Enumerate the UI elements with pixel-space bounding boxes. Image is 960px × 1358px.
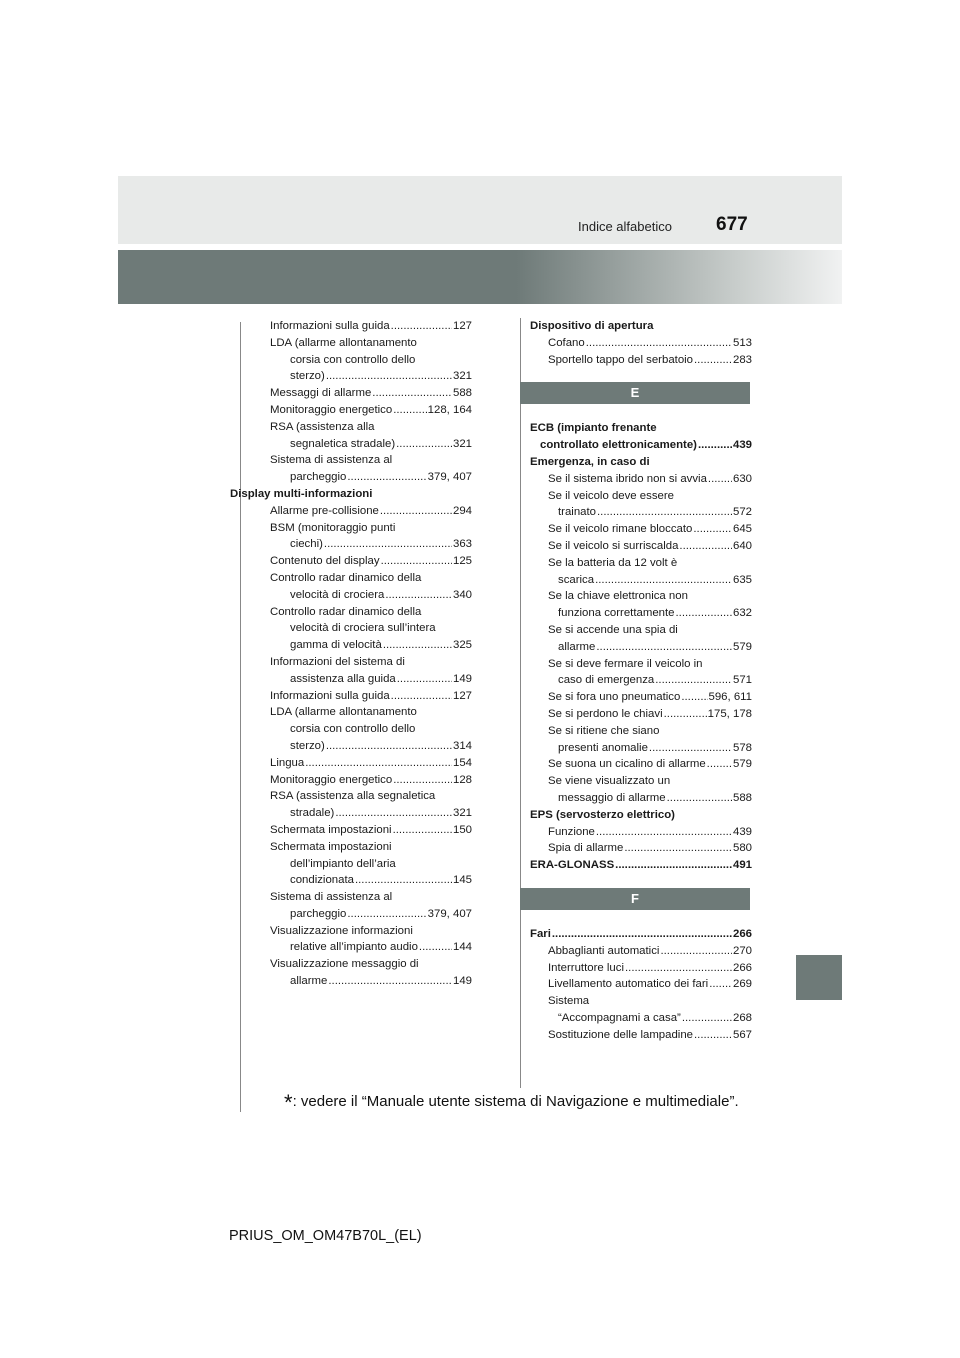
index-group-d [528, 318, 752, 368]
index-entry-page: 145 [452, 874, 472, 887]
dot-leader [355, 872, 452, 889]
index-entry [230, 738, 472, 755]
index-entry [528, 1010, 752, 1027]
index-entry: corsia con controllo dello [290, 723, 416, 736]
index-entry [230, 939, 472, 956]
index-entry [230, 587, 472, 604]
index-entry-term: Allarme pre-collisione [270, 504, 379, 517]
section-title: Indice alfabetico [578, 219, 672, 234]
index-entry-term: Informazioni sulla guida [270, 689, 390, 702]
dot-leader [381, 553, 452, 570]
dot-leader [655, 672, 732, 689]
index-entry-term: Se il veicolo rimane bloccato [548, 523, 693, 536]
index-entry [528, 790, 752, 807]
dot-leader [597, 504, 732, 521]
index-entry-page: 579 [732, 640, 752, 653]
dot-leader [305, 755, 452, 772]
index-entry [230, 755, 472, 772]
header-gradient-band [118, 250, 842, 304]
index-entry-page: 175, 178 [707, 707, 752, 720]
index-entry [528, 605, 752, 622]
index-entry-page: 588 [732, 791, 752, 804]
index-entry-term: segnaletica stradale) [290, 437, 396, 450]
footnote [284, 1090, 739, 1116]
index-entry-page: 578 [732, 741, 752, 754]
dot-leader [391, 688, 452, 705]
dot-leader [694, 352, 732, 369]
index-entry-term: Se si perdono le chiavi [548, 707, 663, 720]
dot-leader [396, 436, 452, 453]
index-entry: LDA (allarme allontanamento [270, 336, 417, 349]
document-id: PRIUS_OM_OM47B70L_(EL) [229, 1228, 422, 1244]
index-entry-page: 363 [452, 538, 472, 551]
dot-leader [324, 536, 452, 553]
chapter-side-tab [796, 955, 842, 1000]
index-entry [528, 437, 752, 454]
index-entry [230, 772, 472, 789]
index-entry-term: “Accompagnami a casa” [558, 1011, 681, 1024]
dot-leader [694, 1027, 732, 1044]
index-entry-term: presenti anomalie [558, 741, 648, 754]
index-entry-page: 632 [732, 607, 752, 620]
index-entry [230, 318, 472, 335]
index-entry-term: Sostituzione delle lampadine [548, 1028, 694, 1041]
index-entry-page: 270 [732, 944, 752, 957]
dot-leader [385, 587, 452, 604]
index-entry-page: 513 [732, 336, 752, 349]
index-entry [230, 637, 472, 654]
index-entry [528, 639, 752, 656]
index-entry: Sistema [548, 995, 590, 1008]
index-entry-term: stradale) [290, 807, 335, 820]
index-entry [528, 1027, 752, 1044]
index-entry-term: Sportello tappo del serbatoio [548, 353, 694, 366]
index-entry-term: Lingua [270, 756, 305, 769]
dot-leader [693, 521, 732, 538]
index-entry-term: Informazioni sulla guida [270, 320, 390, 332]
index-entry [230, 688, 472, 705]
index-entry: Se si ritiene che siano [548, 724, 660, 737]
index-entry-term: ERA-GLONASS [530, 859, 615, 872]
index-entry-page: 379, 407 [427, 471, 472, 484]
index-entry [528, 471, 752, 488]
index-entry: Se il veicolo deve essere [548, 489, 674, 502]
index-entry [528, 926, 752, 943]
index-entry [230, 503, 472, 520]
index-entry [230, 872, 472, 889]
dot-leader [679, 538, 732, 555]
dot-leader [698, 437, 732, 454]
index-entry-term: Schermata impostazioni [270, 823, 392, 836]
index-entry [528, 504, 752, 521]
dot-leader [681, 689, 707, 706]
index-entry-term: Contenuto del display [270, 555, 380, 568]
index-entry-term: controllato elettronicamente) [540, 439, 697, 452]
index-entry [528, 672, 752, 689]
index-entry-page: 294 [452, 504, 472, 517]
index-entry-page: 127 [452, 689, 472, 702]
index-entry [230, 822, 472, 839]
dot-leader [326, 368, 452, 385]
dot-leader [615, 857, 732, 874]
index-entry-term: Messaggi di allarme [270, 387, 372, 400]
index-entry-term: condizionata [290, 874, 354, 887]
dot-leader [347, 906, 426, 923]
index-entry-page: 588 [452, 387, 472, 400]
dot-leader [625, 960, 732, 977]
dot-leader [664, 706, 707, 723]
dot-leader [682, 1010, 732, 1027]
index-entry [528, 857, 752, 874]
index-entry-term: messaggio di allarme [558, 791, 666, 804]
index-entry: Sistema di assistenza al [270, 891, 393, 904]
index-entry-page: 439 [732, 825, 752, 838]
index-entry: Visualizzazione informazioni [270, 924, 413, 937]
index-entry: Emergenza, in caso di [530, 455, 650, 468]
index-entry-term: sterzo) [290, 370, 325, 383]
index-entry-page: 596, 611 [708, 691, 752, 704]
index-entry: Controllo radar dinamico della [270, 605, 422, 618]
dot-leader [649, 740, 732, 757]
index-entry [230, 436, 472, 453]
index-entry-page: 379, 407 [427, 907, 472, 920]
index-entry [528, 572, 752, 589]
index-entry: Se la batteria da 12 volt è [548, 556, 678, 569]
index-entry [528, 521, 752, 538]
footnote-text: : vedere il “Manuale utente sistema di Navigazione e multimediale”. [292, 1093, 739, 1110]
index-entry [528, 740, 752, 757]
index-entry-page: 314 [452, 739, 472, 752]
index-entry: Controllo radar dinamico della [270, 571, 422, 584]
dot-leader [624, 840, 732, 857]
index-entry: Se si deve fermare il veicolo in [548, 657, 703, 670]
index-entry-term: Monitoraggio energetico [270, 403, 393, 416]
index-entry-term: trainato [558, 506, 596, 519]
index-entry-page: 572 [732, 506, 752, 519]
index-group-e [528, 420, 752, 874]
index-entry [528, 756, 752, 773]
index-entry [230, 671, 472, 688]
dot-leader [326, 738, 452, 755]
index-entry-term: parcheggio [290, 907, 347, 920]
index-entry [230, 469, 472, 486]
index-entry: velocità di crociera sull’intera [290, 622, 436, 635]
dot-leader [347, 469, 426, 486]
dot-leader [596, 639, 732, 656]
index-entry-term: Abbaglianti automatici [548, 944, 660, 957]
index-entry: Se la chiave elettronica non [548, 590, 688, 603]
index-entry-term: Monitoraggio energetico [270, 773, 393, 786]
index-entry [528, 943, 752, 960]
index-entry [528, 689, 752, 706]
dot-leader [676, 605, 732, 622]
index-entry-term: ciechi) [290, 538, 323, 551]
index-entry-page: 150 [452, 823, 472, 836]
dot-leader [380, 503, 452, 520]
index-entry [230, 973, 472, 990]
dot-leader [383, 637, 452, 654]
index-group-f [528, 926, 752, 1044]
index-entry-page: 283 [732, 353, 752, 366]
index-entry-page: 321 [452, 437, 472, 450]
index-entry-term: Se il sistema ibrido non si avvia [548, 472, 707, 485]
index-entry: Schermata impostazioni [270, 840, 392, 853]
index-entry-page: 439 [732, 439, 752, 452]
index-entry-page: 154 [452, 756, 472, 769]
index-entry-page: 266 [732, 961, 752, 974]
index-entry-term: velocità di crociera [290, 588, 385, 601]
index-entry [528, 840, 752, 857]
index-entry-term: parcheggio [290, 471, 347, 484]
index-entry-page: 567 [732, 1028, 752, 1041]
dot-leader [393, 402, 426, 419]
index-entry-term: relative all’impianto audio [290, 941, 418, 954]
index-entry: LDA (allarme allontanamento [270, 706, 417, 719]
page-number: 677 [716, 214, 748, 235]
index-entry: Se si accende una spia di [548, 623, 678, 636]
index-entry-term: funziona correttamente [558, 607, 675, 620]
index-entry [230, 536, 472, 553]
index-entry-term: Cofano [548, 336, 585, 349]
footnote-symbol: * [284, 1090, 293, 1115]
dot-leader [552, 926, 732, 943]
letter-heading-f: F [520, 888, 750, 910]
dot-leader [596, 824, 732, 841]
index-entry-term: Se il veicolo si surriscalda [548, 539, 679, 552]
column-divider [520, 318, 521, 1088]
index-entry-term: Se si fora uno pneumatico [548, 691, 681, 704]
index-entry [230, 385, 472, 402]
dot-leader [586, 335, 732, 352]
index-entry-term: Se suona un cicalino di allarme [548, 758, 706, 771]
letter-heading-e: E [520, 382, 750, 404]
index-entry [230, 906, 472, 923]
index-entry [528, 706, 752, 723]
index-entry-term: caso di emergenza [558, 674, 655, 687]
index-entry: corsia con controllo dello [290, 353, 416, 366]
index-entry-page: 571 [732, 674, 752, 687]
index-entry-term: gamma di velocità [290, 639, 382, 652]
index-entry-page: 127 [452, 320, 472, 332]
index-entry-term: Funzione [548, 825, 595, 838]
index-entry-page: 579 [732, 758, 752, 771]
dot-leader [419, 939, 452, 956]
index-column-left [230, 318, 472, 990]
index-entry-page: 125 [452, 555, 472, 568]
index-entry-page: 321 [452, 807, 472, 820]
index-entry: ECB (impianto frenante [530, 422, 657, 435]
index-entry: EPS (servosterzo elettrico) [530, 808, 675, 821]
index-entry-page: 269 [732, 978, 752, 991]
index-entry: Se viene visualizzato un [548, 775, 671, 788]
index-entry: BSM (monitoraggio punti [270, 521, 396, 534]
index-entry-page: 268 [732, 1011, 752, 1024]
index-entry: Informazioni del sistema di [270, 655, 405, 668]
dot-leader [660, 943, 732, 960]
index-entry: dell’impianto dell’aria [290, 857, 396, 870]
index-entry [528, 335, 752, 352]
index-entry [230, 553, 472, 570]
index-entry-term: Interruttore luci [548, 961, 624, 974]
dot-leader [393, 772, 452, 789]
index-entry-term: Spia di allarme [548, 842, 624, 855]
index-entry-page: 340 [452, 588, 472, 601]
index-entry-page: 635 [732, 573, 752, 586]
dot-leader [707, 756, 732, 773]
index-entry-term: Fari [530, 927, 551, 940]
dot-leader [335, 805, 452, 822]
index-entry-page: 149 [452, 672, 472, 685]
index-entry-page: 325 [452, 639, 472, 652]
index-entry-page: 128, 164 [427, 403, 472, 416]
index-entry [528, 824, 752, 841]
index-entry-page: 640 [732, 539, 752, 552]
index-entry-page: 580 [732, 842, 752, 855]
index-entry-page: 266 [732, 927, 752, 940]
index-entry-page: 321 [452, 370, 472, 383]
index-entry-term: allarme [558, 640, 596, 653]
index-entry [528, 538, 752, 555]
index-entry-term: scarica [558, 573, 595, 586]
dot-leader [391, 318, 452, 335]
dot-leader [328, 973, 452, 990]
index-entry-page: 630 [732, 472, 752, 485]
index-entry [230, 805, 472, 822]
index-entry [528, 352, 752, 369]
index-entry-term: assistenza alla guida [290, 672, 396, 685]
index-entry: RSA (assistenza alla [270, 420, 375, 433]
index-entry: Visualizzazione messaggio di [270, 958, 419, 971]
index-entry-page: 128 [452, 773, 472, 786]
dot-leader [667, 790, 732, 807]
index-column-right [528, 318, 752, 1043]
dot-leader [372, 385, 452, 402]
index-entry [528, 960, 752, 977]
index-entry [230, 368, 472, 385]
dot-leader [595, 572, 732, 589]
dot-leader [393, 822, 452, 839]
index-entry [230, 402, 472, 419]
index-entry-page: 144 [452, 941, 472, 954]
index-entry: RSA (assistenza alla segnaletica [270, 790, 436, 803]
index-entry: Dispositivo di apertura [530, 320, 654, 332]
index-entry-term: Livellamento automatico dei fari [548, 978, 709, 991]
index-entry-page: 645 [732, 523, 752, 536]
dot-leader [397, 671, 452, 688]
dot-leader [708, 471, 732, 488]
dot-leader [709, 976, 732, 993]
index-entry: Display multi-informazioni [230, 487, 373, 500]
index-entry-page: 149 [452, 975, 472, 988]
index-entry-term: sterzo) [290, 739, 325, 752]
index-entry-page: 491 [732, 859, 752, 872]
index-entry-term: allarme [290, 975, 328, 988]
index-entry [528, 976, 752, 993]
index-entry: Sistema di assistenza al [270, 454, 393, 467]
